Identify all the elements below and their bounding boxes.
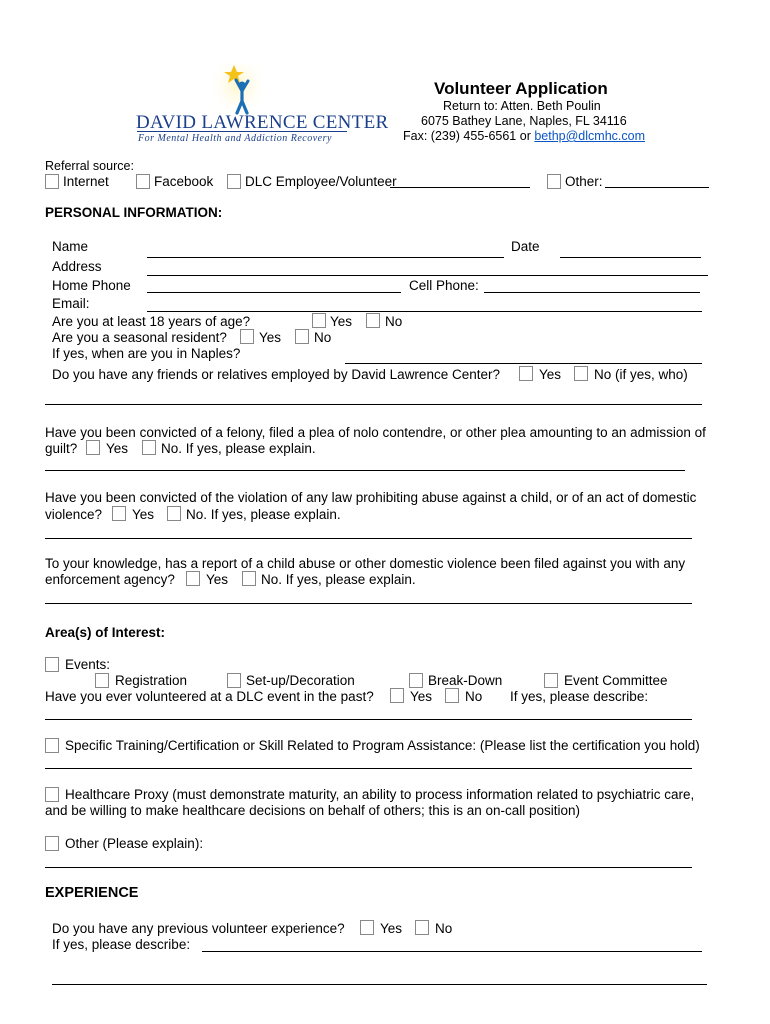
felony-no-checkbox[interactable] — [142, 440, 156, 455]
training-line[interactable] — [45, 768, 692, 769]
experience-heading: EXPERIENCE — [45, 885, 139, 901]
seasonal-no-label: No — [314, 330, 332, 345]
cell-phone-line[interactable] — [484, 292, 700, 293]
seasonal-no-checkbox[interactable] — [295, 329, 309, 344]
email-link[interactable]: bethp@dlcmhc.com — [534, 129, 645, 143]
logo-divider — [137, 131, 347, 132]
abuse-violence-label: violence? — [45, 507, 103, 522]
referral-other-label: Other: — [565, 174, 603, 189]
address-line[interactable] — [147, 275, 708, 276]
experience-describe-label: If yes, please describe: — [52, 937, 191, 952]
seasonal-yes-label: Yes — [259, 330, 282, 345]
report-yes-label: Yes — [206, 572, 229, 587]
date-label: Date — [511, 239, 540, 254]
friends-yes-label: Yes — [539, 367, 562, 382]
naples-question: If yes, when are you in Naples? — [52, 346, 241, 361]
referral-internet-label: Internet — [63, 174, 109, 189]
other-interest-label: Other (Please explain): — [65, 836, 204, 851]
breakdown-checkbox[interactable] — [409, 673, 423, 688]
breakdown-label: Break-Down — [428, 673, 503, 688]
name-label: Name — [52, 239, 89, 254]
age-no-checkbox[interactable] — [366, 313, 380, 328]
abuse-question: Have you been convicted of the violation of any law prohibiting abuse against a child, or of an act of domestic — [45, 490, 697, 505]
experience-yes-label: Yes — [380, 921, 403, 936]
logo-tagline: For Mental Health and Addiction Recovery — [138, 133, 332, 144]
report-question: To your knowledge, has a report of a child abuse or other domestic violence been filed against you with any — [45, 556, 686, 571]
personal-heading: PERSONAL INFORMATION: — [45, 205, 223, 220]
referral-dlc-label: DLC Employee/Volunteer — [245, 174, 397, 189]
training-checkbox[interactable] — [45, 738, 59, 753]
experience-no-label: No — [435, 921, 453, 936]
age-yes-checkbox[interactable] — [312, 313, 326, 328]
experience-yes-checkbox[interactable] — [360, 920, 374, 935]
registration-checkbox[interactable] — [95, 673, 109, 688]
experience-extra-line[interactable] — [52, 984, 707, 985]
experience-describe-line[interactable] — [202, 951, 702, 952]
logo-name: DAVID LAWRENCE CENTER — [136, 112, 389, 133]
friends-yes-checkbox[interactable] — [519, 366, 533, 381]
proxy-label-cont: and be willing to make healthcare decisions on behalf of others; this is an on-call position) — [45, 803, 581, 818]
email-line[interactable] — [147, 311, 702, 312]
home-phone-line[interactable] — [147, 292, 401, 293]
proxy-label: Healthcare Proxy (must demonstrate maturity, an ability to process information related to psychiatric care, — [65, 787, 695, 802]
setup-checkbox[interactable] — [227, 673, 241, 688]
other-interest-line[interactable] — [45, 867, 692, 868]
referral-other-checkbox[interactable] — [547, 174, 561, 189]
felony-question: Have you been convicted of a felony, filed a plea of nolo contendre, or other plea amounting to an admission of — [45, 425, 706, 440]
home-phone-label: Home Phone — [52, 278, 131, 293]
abuse-explain-line[interactable] — [45, 538, 692, 539]
name-line[interactable] — [147, 257, 504, 258]
felony-no-label: No. If yes, please explain. — [161, 441, 316, 456]
fax-line — [403, 129, 645, 143]
return-to: Return to: Atten. Beth Poulin — [443, 99, 601, 113]
age-yes-label: Yes — [330, 314, 353, 329]
report-yes-checkbox[interactable] — [186, 571, 200, 586]
friends-line[interactable] — [45, 404, 702, 405]
training-label: Specific Training/Certification or Skill Related to Program Assistance: (Please list the certification you hold) — [65, 738, 700, 753]
return-address: 6075 Bathey Lane, Naples, FL 34116 — [421, 114, 627, 128]
referral-facebook-checkbox[interactable] — [136, 174, 150, 189]
felony-yes-label: Yes — [106, 441, 129, 456]
experience-question: Do you have any previous volunteer experience? — [52, 921, 345, 936]
email-label: Email: — [52, 296, 90, 311]
experience-no-checkbox[interactable] — [415, 920, 429, 935]
naples-line[interactable] — [345, 363, 702, 364]
referral-dlc-checkbox[interactable] — [227, 174, 241, 189]
referral-label: Referral source: — [45, 159, 134, 173]
volunteered-yes-label: Yes — [410, 689, 433, 704]
age-no-label: No — [385, 314, 403, 329]
felony-guilt-label: guilt? — [45, 441, 78, 456]
felony-yes-checkbox[interactable] — [86, 440, 100, 455]
report-agency-label: enforcement agency? — [45, 572, 175, 587]
interest-heading: Area(s) of Interest: — [45, 625, 166, 640]
volunteered-describe-label: If yes, please describe: — [510, 689, 649, 704]
abuse-yes-checkbox[interactable] — [112, 506, 126, 521]
volunteered-question: Have you ever volunteered at a DLC event in the past? — [45, 689, 374, 704]
volunteered-describe-line[interactable] — [45, 719, 692, 720]
star-person-icon — [212, 63, 264, 119]
friends-no-label: No (if yes, who) — [594, 367, 688, 382]
report-explain-line[interactable] — [45, 603, 692, 604]
report-no-label: No. If yes, please explain. — [261, 572, 416, 587]
referral-facebook-label: Facebook — [154, 174, 214, 189]
date-line[interactable] — [560, 257, 701, 258]
referral-dlc-line[interactable] — [390, 187, 530, 188]
age-question: Are you at least 18 years of age? — [52, 314, 251, 329]
volunteered-no-checkbox[interactable] — [445, 688, 459, 703]
felony-explain-line[interactable] — [45, 470, 685, 471]
registration-label: Registration — [115, 673, 188, 688]
volunteered-no-label: No — [465, 689, 483, 704]
address-label: Address — [52, 259, 102, 274]
events-label: Events: — [65, 657, 111, 672]
referral-other-line[interactable] — [605, 187, 709, 188]
report-no-checkbox[interactable] — [242, 571, 256, 586]
page-title: Volunteer Application — [434, 79, 608, 98]
seasonal-question: Are you a seasonal resident? — [52, 330, 227, 345]
friends-question: Do you have any friends or relatives employed by David Lawrence Center? — [52, 367, 500, 382]
setup-label: Set-up/Decoration — [246, 673, 355, 688]
events-checkbox[interactable] — [45, 657, 59, 672]
abuse-no-checkbox[interactable] — [167, 506, 181, 521]
abuse-no-label: No. If yes, please explain. — [186, 507, 341, 522]
referral-internet-checkbox[interactable] — [45, 174, 59, 189]
volunteered-yes-checkbox[interactable] — [390, 688, 404, 703]
fax-number: Fax: (239) 455-6561 or — [403, 129, 535, 143]
proxy-checkbox[interactable] — [45, 787, 59, 802]
friends-no-checkbox[interactable] — [574, 366, 588, 381]
seasonal-yes-checkbox[interactable] — [240, 329, 254, 344]
other-interest-checkbox[interactable] — [45, 836, 59, 851]
committee-checkbox[interactable] — [544, 673, 558, 688]
abuse-yes-label: Yes — [132, 507, 155, 522]
committee-label: Event Committee — [564, 673, 668, 688]
cell-phone-label: Cell Phone: — [409, 278, 479, 293]
